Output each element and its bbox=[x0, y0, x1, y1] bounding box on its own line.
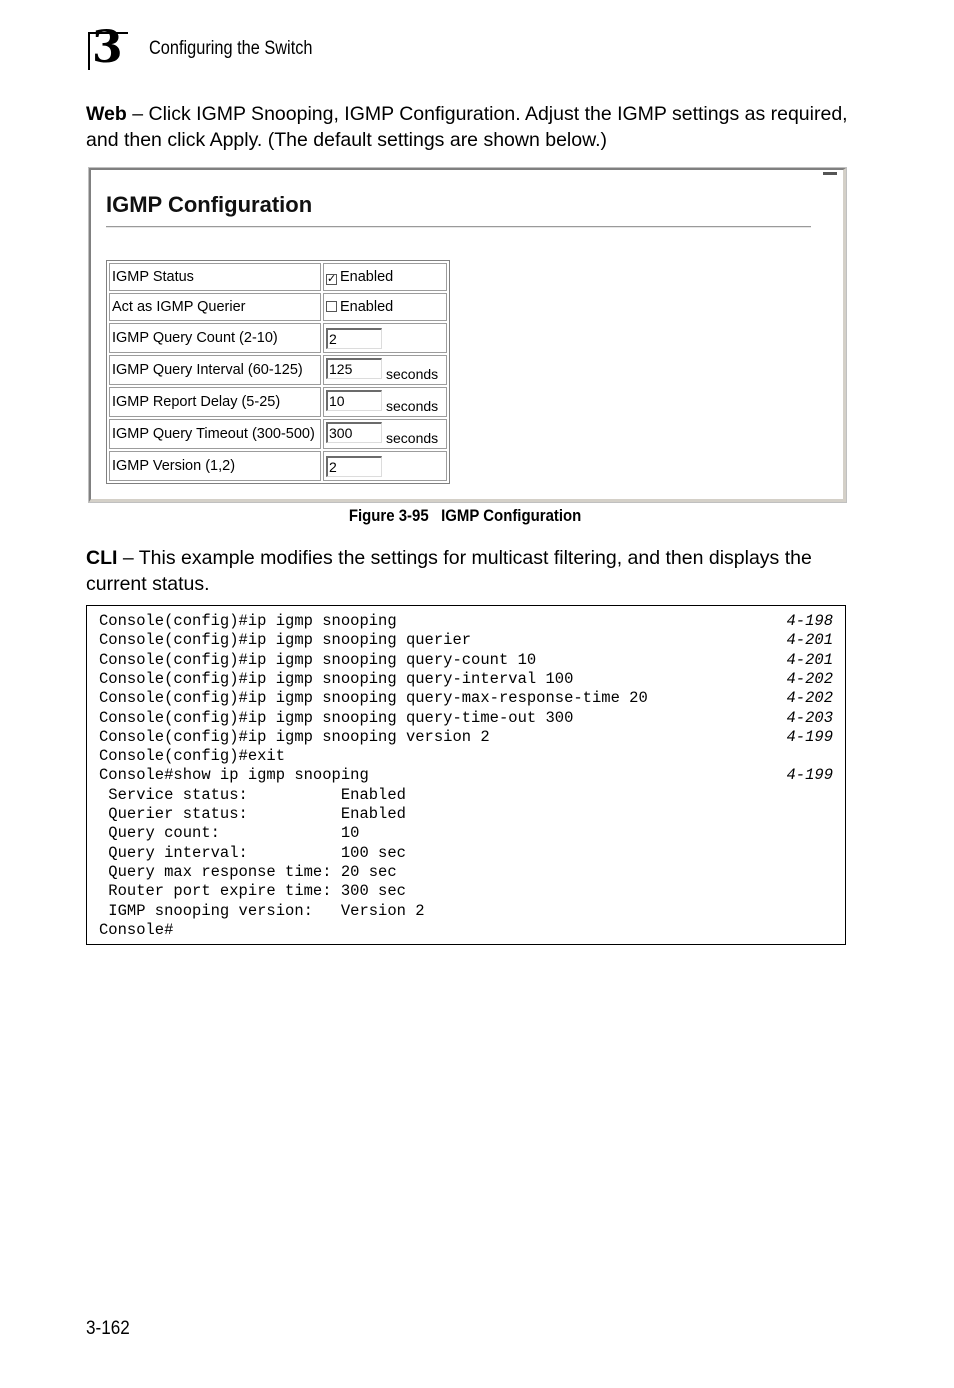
cli-page-reference: 4-202 bbox=[786, 669, 833, 688]
cli-line: Console(config)#ip igmp snooping querier bbox=[99, 631, 472, 650]
row-report-delay bbox=[109, 387, 447, 417]
igmp-querier-cell bbox=[323, 293, 447, 321]
report-delay-cell bbox=[323, 387, 447, 417]
cli-line: Console(config)#ip igmp snooping query-interval 100 bbox=[99, 669, 574, 688]
cli-line: Service status: Enabled bbox=[99, 785, 406, 804]
row-igmp-status bbox=[109, 263, 447, 291]
web-text: – Click IGMP Snooping, IGMP Configuration. Adjust the IGMP settings as required, and then click Apply. (The default settings are shown below.) bbox=[86, 103, 848, 151]
screenshot-title: IGMP Configuration bbox=[106, 192, 313, 217]
row-query-timeout bbox=[109, 419, 447, 449]
igmp-version-input[interactable]: 2 bbox=[326, 456, 382, 477]
cli-instructions bbox=[86, 545, 856, 597]
cli-line: Console#show ip igmp snooping bbox=[99, 766, 369, 785]
row-label: Act as IGMP Querier bbox=[109, 293, 321, 321]
igmp-config-screenshot bbox=[89, 168, 846, 502]
unit-label: seconds bbox=[386, 429, 439, 446]
cli-line: Console(config)#ip igmp snooping query-time-out 300 bbox=[99, 708, 574, 727]
query-timeout-cell bbox=[323, 419, 447, 449]
row-label: IGMP Status bbox=[109, 263, 321, 291]
chapter-number: 3 bbox=[92, 22, 123, 73]
unit-label: seconds bbox=[386, 365, 439, 382]
page-number: 3-162 bbox=[86, 1318, 130, 1339]
figure-caption bbox=[0, 506, 930, 526]
unit-label: seconds bbox=[386, 397, 439, 414]
cli-line: Console(config)#ip igmp snooping version 2 bbox=[99, 727, 490, 746]
cli-page-reference: 4-201 bbox=[786, 631, 833, 650]
cli-line: Query count: 10 bbox=[99, 824, 360, 843]
checkbox-label: Enabled bbox=[340, 269, 394, 285]
cli-line: Query interval: 100 sec bbox=[99, 843, 406, 862]
checkbox-label: Enabled bbox=[340, 299, 394, 315]
figure-caption-text: Figure 3-95 IGMP Configuration bbox=[348, 506, 582, 525]
row-query-interval bbox=[109, 355, 447, 385]
cli-line: Console(config)#exit bbox=[99, 747, 286, 766]
cli-page-reference: 4-199 bbox=[786, 766, 833, 785]
web-label: Web bbox=[86, 103, 127, 125]
report-delay-input[interactable]: 10 bbox=[326, 390, 382, 411]
cli-line: Querier status: Enabled bbox=[99, 805, 406, 823]
cli-line: Router port expire time: 300 sec bbox=[99, 882, 406, 901]
query-timeout-input[interactable]: 300 bbox=[326, 422, 382, 443]
row-label: IGMP Query Count (2-10) bbox=[109, 323, 321, 353]
row-igmp-version bbox=[109, 451, 447, 481]
cli-text: – This example modifies the settings for multicast filtering, and then displays the current status. bbox=[86, 547, 812, 595]
igmp-querier-checkbox[interactable] bbox=[326, 301, 337, 312]
query-interval-cell bbox=[323, 355, 447, 385]
igmp-status-cell bbox=[323, 263, 447, 291]
scrollbar-mark bbox=[823, 172, 837, 175]
cli-page-reference: 4-199 bbox=[786, 727, 833, 746]
cli-page-reference: 4-201 bbox=[786, 650, 833, 669]
cli-line: Console(config)#ip igmp snooping query-count 10 bbox=[99, 650, 537, 669]
cli-line: IGMP snooping version: Version 2 bbox=[99, 901, 425, 920]
igmp-settings-table bbox=[106, 260, 450, 484]
row-label: IGMP Report Delay (5-25) bbox=[109, 387, 321, 417]
row-label: IGMP Query Interval (60-125) bbox=[109, 355, 321, 385]
chapter-title: Configuring the Switch bbox=[149, 38, 313, 59]
cli-code-box bbox=[86, 605, 846, 945]
cli-line: Console(config)#ip igmp snooping bbox=[99, 612, 397, 630]
row-label: IGMP Version (1,2) bbox=[109, 451, 321, 481]
cli-label: CLI bbox=[86, 547, 118, 569]
igmp-version-cell bbox=[323, 451, 447, 481]
web-instructions bbox=[86, 101, 856, 153]
cli-page-reference: 4-202 bbox=[786, 689, 833, 708]
title-divider bbox=[106, 226, 811, 228]
row-igmp-querier bbox=[109, 293, 447, 321]
cli-line: Query max response time: 20 sec bbox=[99, 862, 397, 881]
cli-page-reference: 4-198 bbox=[786, 612, 833, 630]
query-interval-input[interactable]: 125 bbox=[326, 358, 382, 379]
row-query-count bbox=[109, 323, 447, 353]
query-count-cell bbox=[323, 323, 447, 353]
row-label: IGMP Query Timeout (300-500) bbox=[109, 419, 321, 449]
cli-page-reference: 4-203 bbox=[786, 708, 833, 727]
cli-line: Console(config)#ip igmp snooping query-max-response-time 20 bbox=[99, 689, 648, 708]
cli-line: Console# bbox=[99, 920, 174, 939]
query-count-input[interactable]: 2 bbox=[326, 328, 382, 349]
igmp-status-checkbox[interactable]: ✓ bbox=[327, 273, 337, 285]
